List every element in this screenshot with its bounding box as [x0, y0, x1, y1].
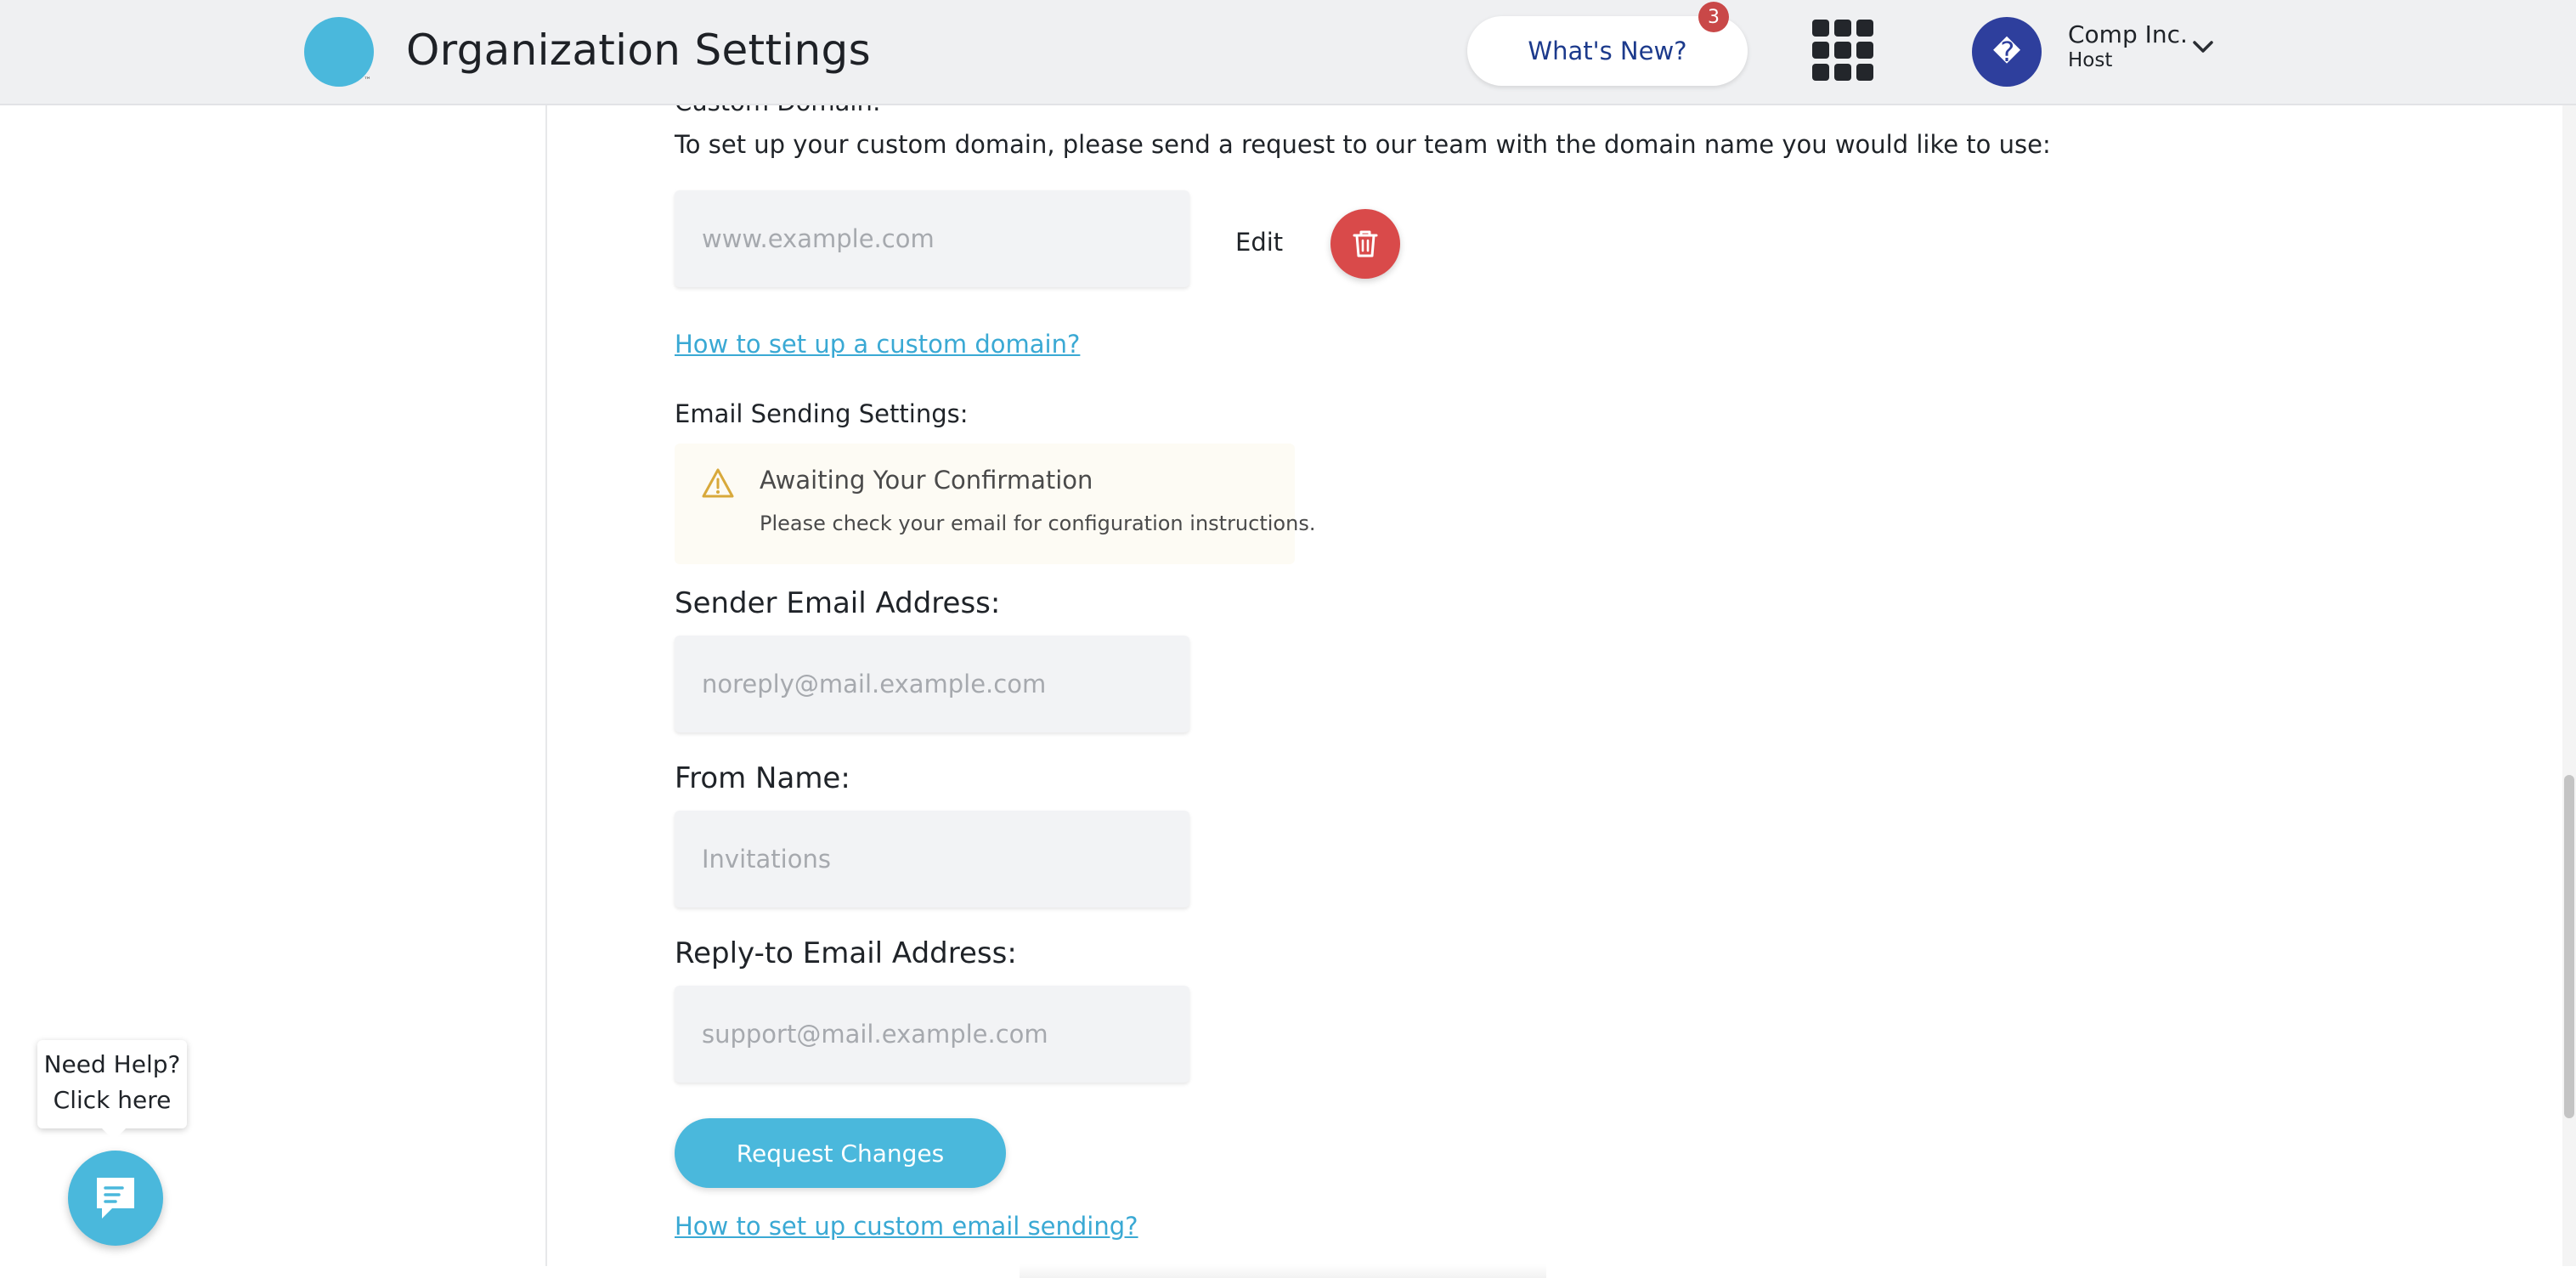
from-name-input[interactable]	[675, 811, 1189, 908]
top-header	[0, 0, 2576, 105]
whats-new-label: What's New?	[1528, 37, 1687, 65]
custom-domain-input[interactable]	[675, 190, 1189, 287]
help-chat-button[interactable]	[68, 1151, 163, 1246]
sender-email-input[interactable]	[675, 636, 1189, 732]
delete-domain-button[interactable]	[1330, 209, 1400, 279]
email-sending-help-link[interactable]: How to set up custom email sending?	[675, 1212, 1138, 1241]
custom-domain-help-link[interactable]: How to set up a custom domain?	[675, 330, 1081, 359]
scrollbar-thumb[interactable]	[2564, 775, 2574, 1118]
notification-badge: 3	[1698, 2, 1729, 32]
help-tooltip-line2: Click here	[53, 1086, 172, 1114]
reply-to-label: Reply-to Email Address:	[675, 936, 1017, 970]
warning-icon	[700, 466, 736, 501]
email-sending-heading: Email Sending Settings:	[675, 399, 969, 428]
edit-domain-button[interactable]: Edit	[1235, 228, 1284, 257]
from-name-label: From Name:	[675, 761, 850, 795]
page-title: Organization Settings	[406, 25, 871, 75]
org-name[interactable]: Comp Inc.	[2068, 20, 2188, 48]
alert-title: Awaiting Your Confirmation	[760, 466, 1093, 495]
org-avatar[interactable]	[1972, 17, 2042, 87]
footer-edge	[1020, 1264, 1546, 1278]
chevron-down-icon[interactable]	[2190, 34, 2216, 59]
reply-to-input[interactable]	[675, 986, 1189, 1083]
org-role: Host	[2068, 49, 2113, 71]
request-changes-button[interactable]: Request Changes	[675, 1118, 1006, 1188]
sender-email-label: Sender Email Address:	[675, 586, 1001, 620]
trash-icon	[1351, 229, 1380, 259]
help-tooltip[interactable]	[37, 1040, 187, 1128]
chat-icon	[93, 1174, 138, 1222]
apps-grid-icon[interactable]	[1812, 20, 1873, 81]
confirmation-alert	[675, 444, 1316, 564]
alert-body: Please check your email for configuration instructions.	[760, 512, 1316, 535]
avatar-glyph: �	[1992, 36, 2021, 68]
logo-trademark: ™	[364, 76, 371, 85]
custom-domain-intro: To set up your custom domain, please send a request to our team with the domain name you would like to use:	[675, 130, 2051, 159]
help-tooltip-line1: Need Help?	[43, 1050, 181, 1078]
